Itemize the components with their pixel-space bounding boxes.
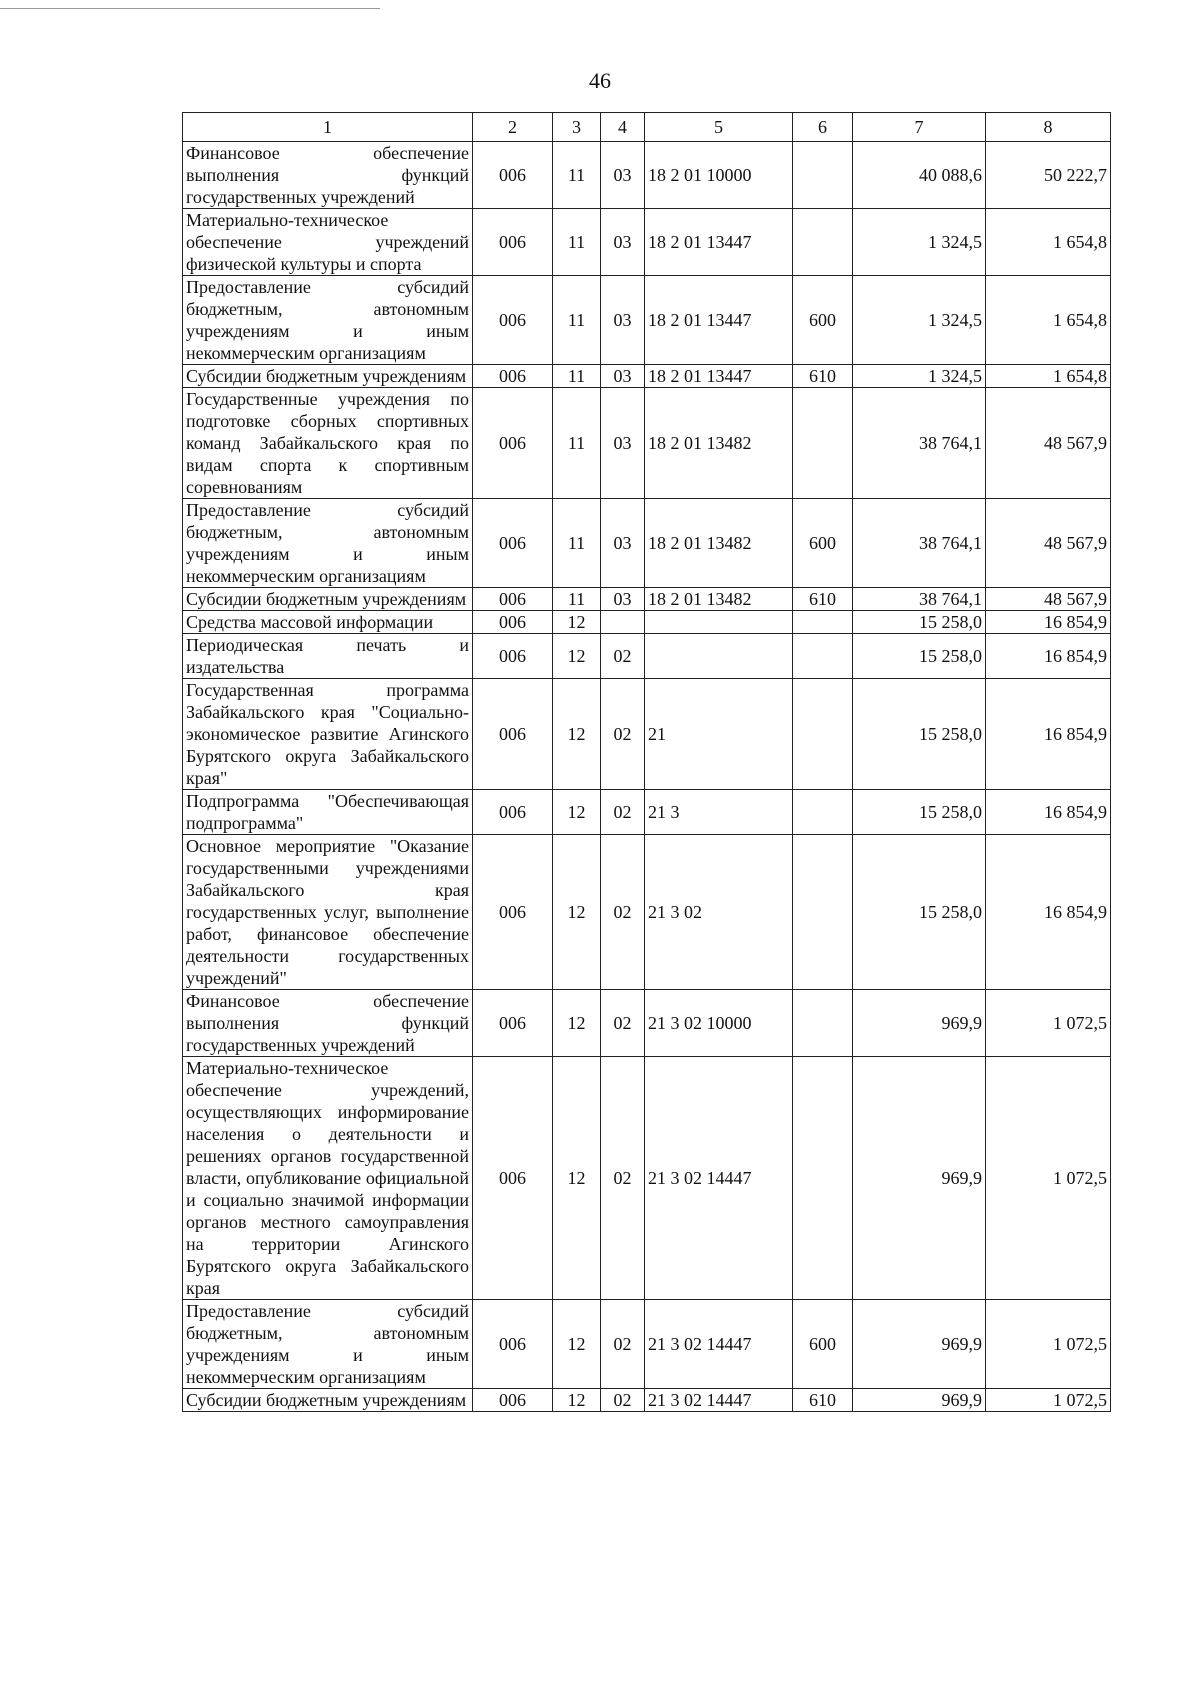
cell-expense-type: 600 bbox=[793, 276, 853, 365]
table-row bbox=[183, 611, 1111, 634]
cell-ministry: 006 bbox=[473, 634, 553, 679]
cell-section: 12 bbox=[553, 835, 601, 990]
cell-subsection: 02 bbox=[601, 1057, 645, 1300]
header-col-1: 1 bbox=[183, 113, 473, 142]
cell-ministry: 006 bbox=[473, 499, 553, 588]
header-col-5: 5 bbox=[645, 113, 793, 142]
cell-ministry: 006 bbox=[473, 1300, 553, 1389]
cell-subsection: 03 bbox=[601, 142, 645, 209]
cell-expense-type: 600 bbox=[793, 1300, 853, 1389]
row-name: Материально-техническое обеспечение учреждений, осуществляющих информирование населения о деятельности и решениях органов государственной власти, опубликование официальной и социально значимой информации органов местного самоуправления на территории Агинского Бурятского округа Забайкальского края bbox=[183, 1057, 473, 1300]
cell-section: 11 bbox=[553, 209, 601, 276]
cell-amount-7: 969,9 bbox=[853, 1057, 986, 1300]
cell-section: 12 bbox=[553, 1057, 601, 1300]
cell-section: 11 bbox=[553, 499, 601, 588]
cell-expense-type: 610 bbox=[793, 365, 853, 388]
cell-target-article: 21 3 02 14447 bbox=[645, 1300, 793, 1389]
cell-amount-7: 1 324,5 bbox=[853, 276, 986, 365]
cell-expense-type bbox=[793, 142, 853, 209]
cell-section: 12 bbox=[553, 1300, 601, 1389]
cell-expense-type bbox=[793, 679, 853, 790]
cell-subsection: 02 bbox=[601, 634, 645, 679]
cell-amount-7: 969,9 bbox=[853, 990, 986, 1057]
cell-section: 12 bbox=[553, 634, 601, 679]
cell-amount-7: 40 088,6 bbox=[853, 142, 986, 209]
cell-section: 11 bbox=[553, 388, 601, 499]
cell-amount-8: 16 854,9 bbox=[986, 634, 1111, 679]
cell-subsection: 02 bbox=[601, 790, 645, 835]
cell-amount-7: 38 764,1 bbox=[853, 388, 986, 499]
table-row bbox=[183, 142, 1111, 209]
table-row bbox=[183, 634, 1111, 679]
header-row bbox=[183, 113, 1111, 142]
header-col-6: 6 bbox=[793, 113, 853, 142]
cell-ministry: 006 bbox=[473, 588, 553, 611]
cell-amount-8: 48 567,9 bbox=[986, 388, 1111, 499]
cell-target-article bbox=[645, 611, 793, 634]
cell-target-article: 21 3 02 bbox=[645, 835, 793, 990]
row-name: Предоставление субсидий бюджетным, автономным учреждениям и иным некоммерческим организациям bbox=[183, 1300, 473, 1389]
cell-expense-type bbox=[793, 388, 853, 499]
cell-expense-type bbox=[793, 790, 853, 835]
cell-expense-type bbox=[793, 1057, 853, 1300]
cell-subsection: 02 bbox=[601, 1300, 645, 1389]
cell-subsection: 02 bbox=[601, 990, 645, 1057]
cell-subsection: 03 bbox=[601, 209, 645, 276]
cell-expense-type bbox=[793, 209, 853, 276]
cell-amount-7: 969,9 bbox=[853, 1389, 986, 1412]
cell-amount-7: 15 258,0 bbox=[853, 679, 986, 790]
cell-target-article: 21 bbox=[645, 679, 793, 790]
cell-amount-7: 38 764,1 bbox=[853, 588, 986, 611]
cell-section: 12 bbox=[553, 990, 601, 1057]
budget-table bbox=[182, 112, 1111, 1412]
cell-amount-7: 1 324,5 bbox=[853, 209, 986, 276]
cell-amount-7: 38 764,1 bbox=[853, 499, 986, 588]
table-row bbox=[183, 1300, 1111, 1389]
table-row bbox=[183, 499, 1111, 588]
cell-ministry: 006 bbox=[473, 1057, 553, 1300]
cell-target-article: 18 2 01 13447 bbox=[645, 365, 793, 388]
table-row bbox=[183, 365, 1111, 388]
cell-amount-8: 1 072,5 bbox=[986, 1057, 1111, 1300]
cell-subsection: 03 bbox=[601, 276, 645, 365]
cell-subsection: 02 bbox=[601, 1389, 645, 1412]
cell-target-article: 21 3 02 10000 bbox=[645, 990, 793, 1057]
cell-ministry: 006 bbox=[473, 835, 553, 990]
cell-expense-type bbox=[793, 611, 853, 634]
cell-expense-type bbox=[793, 634, 853, 679]
cell-amount-7: 969,9 bbox=[853, 1300, 986, 1389]
cell-section: 12 bbox=[553, 611, 601, 634]
header-col-7: 7 bbox=[853, 113, 986, 142]
cell-amount-8: 16 854,9 bbox=[986, 835, 1111, 990]
cell-ministry: 006 bbox=[473, 1389, 553, 1412]
cell-target-article: 18 2 01 10000 bbox=[645, 142, 793, 209]
cell-target-article: 18 2 01 13447 bbox=[645, 209, 793, 276]
cell-subsection: 03 bbox=[601, 588, 645, 611]
cell-expense-type: 600 bbox=[793, 499, 853, 588]
table-row bbox=[183, 588, 1111, 611]
cell-ministry: 006 bbox=[473, 679, 553, 790]
header-col-4: 4 bbox=[601, 113, 645, 142]
table-row bbox=[183, 835, 1111, 990]
cell-ministry: 006 bbox=[473, 142, 553, 209]
cell-section: 11 bbox=[553, 365, 601, 388]
cell-subsection: 03 bbox=[601, 388, 645, 499]
cell-target-article: 18 2 01 13447 bbox=[645, 276, 793, 365]
cell-amount-8: 1 072,5 bbox=[986, 1389, 1111, 1412]
cell-amount-7: 15 258,0 bbox=[853, 790, 986, 835]
cell-section: 11 bbox=[553, 276, 601, 365]
cell-expense-type bbox=[793, 835, 853, 990]
header-col-8: 8 bbox=[986, 113, 1111, 142]
cell-amount-7: 15 258,0 bbox=[853, 835, 986, 990]
cell-target-article: 21 3 bbox=[645, 790, 793, 835]
page-number: 46 bbox=[589, 68, 611, 93]
cell-amount-8: 48 567,9 bbox=[986, 499, 1111, 588]
cell-ministry: 006 bbox=[473, 209, 553, 276]
row-name: Государственные учреждения по подготовке сборных спортивных команд Забайкальского края по видам спорта к спортивным соревнованиям bbox=[183, 388, 473, 499]
row-name: Периодическая печать и издательства bbox=[183, 634, 473, 679]
cell-subsection bbox=[601, 611, 645, 634]
row-name: Субсидии бюджетным учреждениям bbox=[183, 588, 473, 611]
row-name: Подпрограмма "Обеспечивающая подпрограмма" bbox=[183, 790, 473, 835]
cell-amount-8: 48 567,9 bbox=[986, 588, 1111, 611]
table-row bbox=[183, 679, 1111, 790]
row-name: Средства массовой информации bbox=[183, 611, 473, 634]
row-name: Финансовое обеспечение выполнения функций государственных учреждений bbox=[183, 142, 473, 209]
cell-section: 12 bbox=[553, 790, 601, 835]
cell-section: 11 bbox=[553, 142, 601, 209]
cell-target-article: 18 2 01 13482 bbox=[645, 499, 793, 588]
table-row bbox=[183, 209, 1111, 276]
cell-amount-8: 16 854,9 bbox=[986, 679, 1111, 790]
cell-subsection: 03 bbox=[601, 365, 645, 388]
cell-expense-type: 610 bbox=[793, 1389, 853, 1412]
table-row bbox=[183, 276, 1111, 365]
cell-subsection: 02 bbox=[601, 835, 645, 990]
cell-target-article: 21 3 02 14447 bbox=[645, 1057, 793, 1300]
cell-amount-8: 1 072,5 bbox=[986, 990, 1111, 1057]
cell-section: 12 bbox=[553, 679, 601, 790]
cell-ministry: 006 bbox=[473, 388, 553, 499]
row-name: Основное мероприятие "Оказание государственными учреждениями Забайкальского края государственных услуг, выполнение работ, финансовое обеспечение деятельности государственных учреждений" bbox=[183, 835, 473, 990]
cell-amount-7: 15 258,0 bbox=[853, 611, 986, 634]
table-row bbox=[183, 990, 1111, 1057]
table-row bbox=[183, 1389, 1111, 1412]
cell-amount-7: 1 324,5 bbox=[853, 365, 986, 388]
cell-amount-8: 1 654,8 bbox=[986, 276, 1111, 365]
cell-target-article: 18 2 01 13482 bbox=[645, 388, 793, 499]
cell-target-article: 18 2 01 13482 bbox=[645, 588, 793, 611]
cell-section: 11 bbox=[553, 588, 601, 611]
cell-ministry: 006 bbox=[473, 990, 553, 1057]
cell-target-article bbox=[645, 634, 793, 679]
table-row bbox=[183, 388, 1111, 499]
cell-ministry: 006 bbox=[473, 365, 553, 388]
row-name: Субсидии бюджетным учреждениям bbox=[183, 365, 473, 388]
header-col-2: 2 bbox=[473, 113, 553, 142]
cell-section: 12 bbox=[553, 1389, 601, 1412]
cell-amount-8: 16 854,9 bbox=[986, 790, 1111, 835]
cell-amount-8: 50 222,7 bbox=[986, 142, 1111, 209]
table-row bbox=[183, 790, 1111, 835]
cell-ministry: 006 bbox=[473, 276, 553, 365]
cell-amount-8: 1 072,5 bbox=[986, 1300, 1111, 1389]
cell-ministry: 006 bbox=[473, 611, 553, 634]
row-name: Предоставление субсидий бюджетным, автономным учреждениям и иным некоммерческим организациям bbox=[183, 276, 473, 365]
table-row bbox=[183, 1057, 1111, 1300]
cell-expense-type: 610 bbox=[793, 588, 853, 611]
row-name: Государственная программа Забайкальского края "Социально-экономическое развитие Агинского Бурятского округа Забайкальского края" bbox=[183, 679, 473, 790]
header-col-3: 3 bbox=[553, 113, 601, 142]
cell-amount-8: 1 654,8 bbox=[986, 365, 1111, 388]
cell-amount-7: 15 258,0 bbox=[853, 634, 986, 679]
row-name: Финансовое обеспечение выполнения функций государственных учреждений bbox=[183, 990, 473, 1057]
cell-subsection: 02 bbox=[601, 679, 645, 790]
top-rule bbox=[0, 8, 380, 9]
cell-ministry: 006 bbox=[473, 790, 553, 835]
cell-expense-type bbox=[793, 990, 853, 1057]
row-name: Предоставление субсидий бюджетным, автономным учреждениям и иным некоммерческим организациям bbox=[183, 499, 473, 588]
cell-target-article: 21 3 02 14447 bbox=[645, 1389, 793, 1412]
cell-subsection: 03 bbox=[601, 499, 645, 588]
row-name: Материально-техническое обеспечение учреждений физической культуры и спорта bbox=[183, 209, 473, 276]
cell-amount-8: 1 654,8 bbox=[986, 209, 1111, 276]
cell-amount-8: 16 854,9 bbox=[986, 611, 1111, 634]
row-name: Субсидии бюджетным учреждениям bbox=[183, 1389, 473, 1412]
